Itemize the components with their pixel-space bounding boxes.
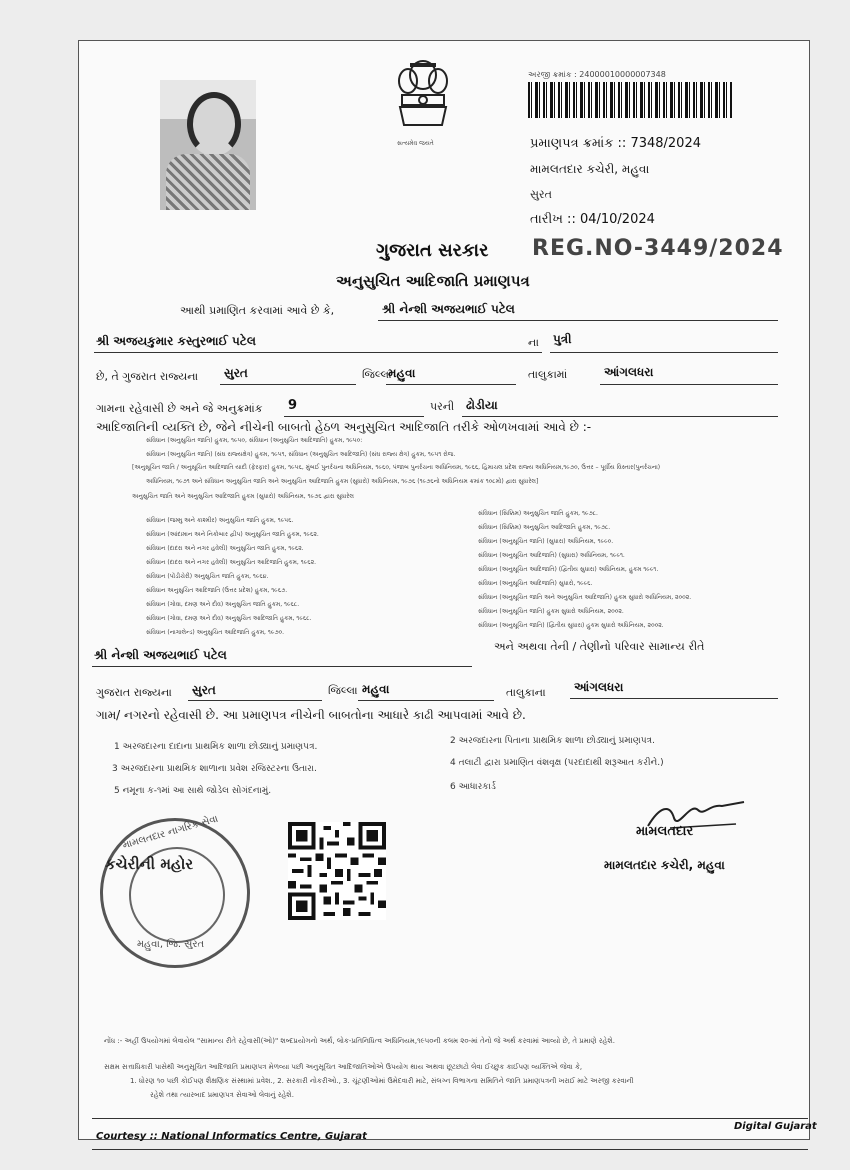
usage-line-2: 1. ધોરણ ૧૦ પછી કોઈપણ શૈક્ષણિક સંસ્થામાં પ્રવેશ., 2. સરકારી નોકરીઓ., 3. ચૂંટણીઓમાં ઉમેદવારી માટે, સંલગ્ન વિભાગના સમિતિને જાતિ પ્રમાણપત્રની ખરાઈ માટે અરજી કરવાની: [130, 1077, 634, 1085]
order-right: સંવિધાન (અનુસૂચિત જાતિ) (દ્વિતીય સુધારા) હુકમ સુધારો અધિનિયમ, ૨૦૦૨.: [478, 622, 664, 629]
qr-code[interactable]: [288, 822, 386, 920]
order-left: સંવિધાન (ગોવા, દમણ અને દીવ) અનુસુચિત આદિજાતિ હુકમ, ૧૯૬૮.: [146, 615, 312, 622]
issue-date: તારીખ :: 04/10/2024: [530, 212, 655, 227]
footer-digital-gujarat: Digital Gujarat: [734, 1121, 817, 1132]
residence-prefix: છે, તે ગુજરાત રાજ્યના: [96, 370, 199, 383]
legal-line: સંવિધાન (અનુસુચિત જાતિ) (સંઘ રાજ્યક્ષેત્ર) હુકમ, ૧૯૫૧, સંવિધાન (અનુસુચિત આદિજાતિ) (સંઘ રાજ્ય ક્ષેત્ર) હુકમ, ૧૯૫૧ રોજ.: [146, 451, 456, 458]
office-line1: મામલતદાર કચેરી, મહુવા: [530, 162, 650, 176]
city: સુરત: [224, 366, 248, 380]
order-left: સંવિધાન (જમ્મુ અને કાશ્મીર) અનુસુચિત જાતિ હુકમ, ૧૯૫૬.: [146, 517, 294, 524]
document-item: 5 નમૂના ક-૧માં આ સાથે જોડેલ સોગંદનામું.: [114, 786, 272, 796]
order-right: સંવિધાન (અનુસૂચિત જાતિ) (સુધારા) અધિનિયમ, ૧૯૯૦.: [478, 538, 614, 545]
order-right: સંવિધાન (અનુસૂચિત જાતિ) હુકમ સુધારો અધિનિયમ, ૨૦૦૨.: [478, 608, 624, 615]
taluka-2: આંગલધરા: [574, 680, 624, 694]
order-left: સંવિધાન (આંદામાન અને નિકોબાર દ્વીપ) અનુસુચિત જાતિ હુકમ, ૧૯૬૨.: [146, 531, 319, 538]
barcode: [528, 82, 732, 118]
footer-courtesy: Courtesy :: National Informatics Centre, Gujarat: [96, 1131, 367, 1142]
seal-center-text: કચેરીની મહોર: [105, 855, 194, 873]
district-suffix: જિલ્લા: [362, 368, 392, 381]
certificate-number: પ્રમાણપત્ર ક્રમાંક :: 7348/2024: [530, 136, 701, 151]
holder-name-2: શ્રી નેન્શી અજયભાઈ પટેલ: [94, 648, 227, 662]
village-prefix: ગામના રહેવાસી છે અને જે અનુક્રમાંક: [96, 402, 263, 415]
photo-body: [166, 154, 250, 210]
legal-line: [અનુસૂચિત જાતિ / અનુસૂચિત આદિજાતિ યાદી (ફેરફાર) હુકમ, ૧૯૫૬, મુંબઈ પુનર્રચના અધિનિયમ, ૧૯૬૦, પંજાબ પુનર્રચના અધિનિયમ, ૧૯૬૬, હિમાચલ પ્રદેશ રાજ્ય અધિનિયમ,૧૯૭૦, ઉત્તર – પૂર્વીય વિસ્તાર(પુનર્રચના): [132, 464, 661, 471]
certificate-title: અનુસુચિત આદિજાતિ પ્રમાણપત્ર: [336, 272, 530, 290]
usage-line-1: સક્ષમ સત્તાધિકારી પાસેથી અનુસૂચિત આદિજાતિ પ્રમાણપત્ર મેળવ્યા પછી અનુસૂચિત આદિજાતિઓએ ઉપયોગ થાય અથવા છૂટછાટો લેવા ઈચ્છુક કાઈપણ વ્યક્તિએ જેવા કે,: [104, 1063, 583, 1071]
seal-bottom-text: મહુવા, જિ. સુરત: [137, 939, 205, 950]
legal-line: સંવિધાન (અનુસુચિત જાતિ) હુકમ, ૧૯૫૦, સંવિધાન (અનુસુચિત આદિજાતિ) હુકમ, ૧૯૫૦:: [146, 437, 363, 444]
document-item: 1 અરજદારના દાદાના પ્રાથમિક શાળા છોડ્યાનું પ્રમાણપત્ર.: [114, 742, 318, 752]
intro-text: આથી પ્રમાણિત કરવામાં આવે છે કે,: [180, 304, 335, 317]
family-text: અને અથવા તેની / તેણીનો પરિવાર સામાન્ય રીતે: [494, 640, 705, 653]
order-left: સંવિધાન (દાદરા અને નગર હવેલી) અનુસુચિત આદિજાતિ હુકમ, ૧૯૬૨.: [146, 559, 317, 566]
note-text: નોંધ :- અહીં ઉપયોગમાં લેવાયેલ "સામાન્ય રીતે રહેવાસી(ઓ)" શબ્દપ્રયોગનો અર્થ, લોક-પ્રતિનિધિત્વ અધિનિયમ,૧૯૫૦ની કલમ ૨૦-માં તેનો જે અર્થ કરવામાં આવ્યો છે, તે પ્રમાણે રહેશે.: [104, 1037, 615, 1045]
taluka-label: તાલુકાના: [506, 686, 546, 699]
state-prefix: ગુજરાત રાજ્યના: [96, 686, 172, 699]
recognised-text: આદિજાતિની વ્યક્તિ છે, જેને નીચેની બાબતો હેઠળ અનુસુચિત આદિજાતિ તરીકે ઓળખવામાં આવે છે :-: [96, 420, 592, 434]
legal-line: અધિનિયમ, ૧૯૭૧ અને સંવિધાન અનુસુચિત જાતિ અને અનુસુચિત આદિજાતિ હુકમ (સુધારો) અધિનિયમ, ૧૯૭૬ (૧૯૭૬નો અધિનિયમ ક્રમાંક ૧૦૮મો) દ્વારા સુધારેલ]: [146, 478, 539, 485]
order-left: સંવિધાન (ગોવા, દમણ અને દીવ) અનુસુચિત જાતિ હુકમ, ૧૯૬૮.: [146, 601, 300, 608]
signatory-office: મામલતદાર કચેરી, મહુવા: [604, 858, 725, 872]
taluka-suffix: તાલુકામાં: [528, 368, 568, 381]
order-left: સંવિધાન (નાગાલેન્ડ) અનુસુચિત આદિજાતિ હુકમ, ૧૯૭૦.: [146, 629, 285, 636]
father-name: શ્રી અજયકુમાર કસ્તુરભાઈ પટેલ: [96, 334, 256, 348]
para-prefix: પરની: [430, 400, 455, 413]
order-left: સંવિધાન (પોંડીચેરી) અનુસુચિત જાતિ હુકમ, ૧૯૬૪.: [146, 573, 269, 580]
order-left: સંવિધાન અનુસુચિત આદિજાતિ (ઉત્તર પ્રદેશ) હુકમ, ૧૯૬૭.: [146, 587, 288, 594]
holder-name: શ્રી નેન્શી અજયભાઈ પટેલ: [382, 302, 515, 316]
order-right: સંવિધાન (અનુસૂચિત જાતિ અને અનુસુચિત આદિજાતિ) હુકમ સુધારો અધિનિયમ, ૨૦૦૨.: [478, 594, 692, 601]
document-item: 3 અરજદારના પ્રાથમિક શાળાના પ્રવેશ રજિસ્ટરના ઉતારા.: [112, 764, 317, 774]
photo-face: [187, 92, 241, 156]
serial-number: 9: [288, 398, 298, 413]
emblem-caption: સત્યમેવ જયતે: [397, 140, 434, 147]
order-right: સંવિધાન (અનુસૂચિત આદિજાતિ) (સુધારા) અધિનિયમ, ૧૯૯૧.: [478, 552, 625, 559]
taluka: આંગલધરા: [604, 365, 654, 379]
application-number: અરજી ક્રમાંક : 24000010000007348: [528, 70, 666, 79]
order-right: સંવિધાન (સિક્કિમ) અનુસુચિત આદિજાતિ હુકમ, ૧૯૭૮.: [478, 524, 611, 531]
city-2: સુરત: [192, 683, 216, 697]
national-emblem-icon: [388, 55, 458, 150]
document-item: 2 અરજદારના પિતાના પ્રાથમિક શાળા છોડ્યાનું પ્રમાણપત્ર.: [450, 736, 655, 746]
government-title: ગુજરાત સરકાર: [376, 240, 489, 261]
document-item: 4 તલાટી દ્વારા પ્રમાણિત વંશવૃક્ષ (પરદાદાથી શરૂઆત કરીને.): [450, 758, 664, 768]
order-right: સંવિધાન (અનુસૂચિત આદિજાતિ) (દ્વિતીય સુધારા) અધિનિયમ, હુકમ ૧૯૯૧.: [478, 566, 659, 573]
usage-line-3: રહેશે તથા ત્યારબાદ પ્રમાણપત્ર સેવાઓ લેવાનું રહેશે.: [150, 1091, 294, 1099]
document-item: 6 આધારકાર્ડ: [450, 782, 496, 792]
seal-ring-text: મામલતદાર નાગરિક સેવા: [121, 813, 220, 852]
basis-text: ગામ/ નગરનો રહેવાસી છે. આ પ્રમાણપત્ર નીચેની બાબતોના આધારે કાઢી આપવામાં આવે છે.: [96, 708, 526, 722]
tribe: ઢોડીયા: [466, 398, 498, 412]
office-seal: [100, 813, 250, 968]
district: મહુવા: [388, 366, 416, 380]
applicant-photo: [160, 80, 256, 210]
relation-prefix: ના: [528, 336, 539, 349]
order-left: સંવિધાન (દાદરા અને નગર હવેલી) અનુસુચિત જાતિ હુકમ, ૧૯૬૨.: [146, 545, 304, 552]
district-label: જિલ્લા: [328, 684, 358, 697]
order-right: સંવિધાન (સિક્કિમ) અનુસુચિત જાતિ હુકમ, ૧૯૭૮.: [478, 510, 598, 517]
legal-line: અનુસુચિત જાતિ અને અનુસુચિત આદિજાતિ હુકમ (સુધારો) અધિનિયમ, ૧૯૭૬ દ્વારા સુધારેલ: [132, 493, 354, 500]
district-2: મહુવા: [362, 682, 390, 696]
relation: પુત્રી: [553, 332, 572, 346]
order-right: સંવિધાન (અનુસૂચિત આદિજાતિ) સુધારો, ૧૯૯૬.: [478, 580, 593, 587]
registration-number: REG.NO-3449/2024: [532, 236, 784, 261]
signatory-title: મામલતદાર: [636, 824, 694, 839]
office-line2: સુરત: [530, 188, 552, 201]
